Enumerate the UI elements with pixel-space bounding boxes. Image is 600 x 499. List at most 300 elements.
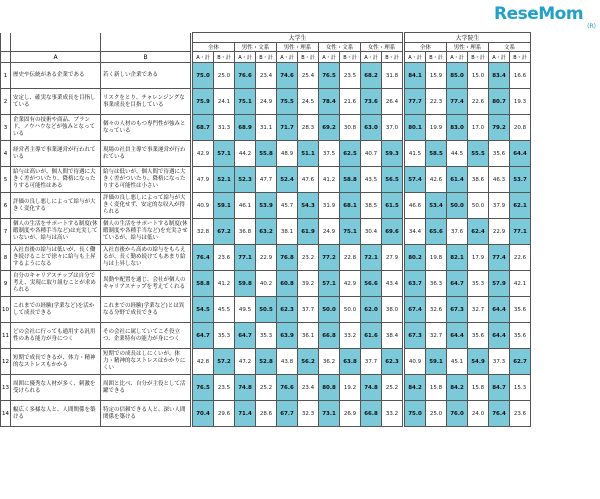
value-a: 63.7 bbox=[405, 271, 426, 297]
value-a: 77.7 bbox=[405, 89, 426, 115]
table-row bbox=[1, 141, 531, 167]
value-a: 42.8 bbox=[193, 349, 214, 375]
value-b: 52.1 bbox=[214, 167, 235, 193]
value-b: 57.1 bbox=[214, 141, 235, 167]
row-number: 6 bbox=[1, 193, 11, 219]
value-b: 67.2 bbox=[214, 219, 235, 245]
value-a: 40.9 bbox=[193, 193, 214, 219]
statement-a: 周囲に優秀な人材が多く、刺激を受けられる bbox=[11, 375, 101, 401]
value-a: 74.8 bbox=[235, 375, 256, 401]
value-a: 63.9 bbox=[277, 323, 298, 349]
table-row bbox=[1, 271, 531, 297]
value-b: 26.4 bbox=[382, 89, 403, 115]
row-number: 9 bbox=[1, 271, 11, 297]
a-total-label: A・計 bbox=[447, 52, 468, 63]
value-b: 31.3 bbox=[214, 115, 235, 141]
value-a: 61.4 bbox=[447, 167, 468, 193]
value-b: 38.4 bbox=[382, 323, 403, 349]
table-row bbox=[1, 323, 531, 349]
column-a-header: A bbox=[11, 52, 101, 63]
row-number: 11 bbox=[1, 323, 11, 349]
value-b: 55.5 bbox=[468, 141, 489, 167]
header-blank bbox=[101, 43, 191, 52]
value-a: 56.6 bbox=[361, 271, 382, 297]
header-blank bbox=[1, 33, 11, 43]
value-a: 70.4 bbox=[193, 401, 214, 427]
group-title-grad: 大学院生 bbox=[405, 33, 531, 43]
value-b: 23.5 bbox=[340, 63, 361, 89]
statement-a: 短期で成長できるが、体力・精神的なストレスもかかる bbox=[11, 349, 101, 375]
value-b: 39.2 bbox=[298, 271, 319, 297]
value-a: 66.8 bbox=[361, 401, 382, 427]
value-b: 43.4 bbox=[382, 271, 403, 297]
value-a: 43.5 bbox=[361, 167, 382, 193]
value-a: 84.2 bbox=[405, 375, 426, 401]
header-blank bbox=[1, 43, 11, 52]
value-b: 36.1 bbox=[298, 323, 319, 349]
value-b: 64.4 bbox=[510, 141, 531, 167]
value-b: 25.2 bbox=[256, 375, 277, 401]
value-b: 35.6 bbox=[510, 297, 531, 323]
value-b: 32.6 bbox=[426, 297, 447, 323]
value-a: 47.9 bbox=[193, 167, 214, 193]
value-b: 22.6 bbox=[468, 89, 489, 115]
value-a: 37.5 bbox=[319, 141, 340, 167]
value-b: 59.3 bbox=[382, 141, 403, 167]
statement-b: 給与は低いが、個人間で待遇に大きく差がついたり、降格になったりする可能性は小さい bbox=[101, 167, 191, 193]
value-b: 50.5 bbox=[256, 297, 277, 323]
statement-b: これまでの経験(学業など)とは異なる分野で成長できる bbox=[101, 297, 191, 323]
value-b: 33.2 bbox=[382, 401, 403, 427]
a-total-label: A・計 bbox=[193, 52, 214, 63]
value-a: 76.0 bbox=[447, 401, 468, 427]
table-row bbox=[1, 63, 531, 89]
value-a: 45.7 bbox=[277, 193, 298, 219]
value-b: 27.9 bbox=[382, 245, 403, 271]
statement-b: 異動や配置を通じ、会社が個人のキャリアステップを考えてくれる bbox=[101, 271, 191, 297]
value-b: 23.4 bbox=[298, 375, 319, 401]
value-a: 74.6 bbox=[277, 63, 298, 89]
value-b: 23.4 bbox=[256, 63, 277, 89]
a-total-label: A・計 bbox=[405, 52, 426, 63]
value-a: 73.6 bbox=[361, 89, 382, 115]
value-b: 32.3 bbox=[298, 401, 319, 427]
value-b: 77.1 bbox=[510, 219, 531, 245]
value-a: 76.5 bbox=[193, 375, 214, 401]
value-a: 37.9 bbox=[489, 193, 510, 219]
value-b: 23.2 bbox=[298, 245, 319, 271]
value-b: 61.9 bbox=[298, 219, 319, 245]
value-a: 77.2 bbox=[319, 245, 340, 271]
statement-b: 個々の人材のもつ専門性が強みとなっている bbox=[101, 115, 191, 141]
value-b: 42.6 bbox=[426, 167, 447, 193]
statement-b: 特定の信頼できる人と、深い人間関係を築ける bbox=[101, 401, 191, 427]
logo-text: ReseMom bbox=[494, 4, 584, 24]
table-row bbox=[1, 401, 531, 427]
a-total-label: A・計 bbox=[319, 52, 340, 63]
value-b: 15.3 bbox=[510, 375, 531, 401]
value-b: 17.9 bbox=[468, 245, 489, 271]
value-a: 67.3 bbox=[405, 323, 426, 349]
value-b: 17.0 bbox=[468, 115, 489, 141]
value-a: 64.4 bbox=[489, 323, 510, 349]
b-total-label: B・計 bbox=[298, 52, 319, 63]
value-b: 65.6 bbox=[426, 219, 447, 245]
value-a: 44.2 bbox=[235, 141, 256, 167]
row-number: 4 bbox=[1, 141, 11, 167]
statement-a: 安定し、確実な事業成長を目指している bbox=[11, 89, 101, 115]
value-a: 74.8 bbox=[361, 375, 382, 401]
value-b: 54.9 bbox=[468, 349, 489, 375]
value-a: 45.1 bbox=[447, 349, 468, 375]
header-blank bbox=[11, 43, 101, 52]
row-number: 10 bbox=[1, 297, 11, 323]
value-b: 23.5 bbox=[214, 375, 235, 401]
value-b: 62.1 bbox=[510, 193, 531, 219]
value-b: 36.3 bbox=[426, 271, 447, 297]
header-blank bbox=[11, 33, 101, 43]
row-number: 2 bbox=[1, 89, 11, 115]
value-b: 42.1 bbox=[510, 271, 531, 297]
row-number: 5 bbox=[1, 167, 11, 193]
value-a: 77.4 bbox=[447, 89, 468, 115]
survey-table bbox=[0, 32, 531, 427]
value-a: 78.4 bbox=[319, 89, 340, 115]
value-a: 60.8 bbox=[277, 271, 298, 297]
statement-b: 個人の生活をサポートする制度(休暇制度や各種手当など)を充実させているが、給与は低い bbox=[101, 219, 191, 245]
value-a: 50.0 bbox=[447, 193, 468, 219]
value-b: 15.9 bbox=[426, 63, 447, 89]
value-b: 75.1 bbox=[340, 219, 361, 245]
value-b: 68.1 bbox=[340, 193, 361, 219]
subgroup-label: 文系 bbox=[489, 43, 531, 52]
subgroup-label: 男性・理系 bbox=[277, 43, 319, 52]
table-row bbox=[1, 349, 531, 375]
value-a: 37.3 bbox=[489, 349, 510, 375]
value-b: 15.8 bbox=[426, 375, 447, 401]
row-number: 8 bbox=[1, 245, 11, 271]
value-a: 75.9 bbox=[193, 89, 214, 115]
value-b: 15.8 bbox=[468, 375, 489, 401]
value-b: 63.8 bbox=[340, 349, 361, 375]
value-a: 71.4 bbox=[235, 401, 256, 427]
value-b: 62.4 bbox=[468, 219, 489, 245]
value-a: 80.7 bbox=[489, 89, 510, 115]
b-total-label: B・計 bbox=[510, 52, 531, 63]
value-a: 48.9 bbox=[277, 141, 298, 167]
value-a: 38.1 bbox=[277, 219, 298, 245]
value-a: 84.1 bbox=[405, 63, 426, 89]
value-b: 25.2 bbox=[382, 375, 403, 401]
value-a: 68.7 bbox=[193, 115, 214, 141]
statement-a: 給与は高いが、個人間で待遇に大きく差がついたり、降格になったりする可能性はある bbox=[11, 167, 101, 193]
value-b: 35.6 bbox=[468, 323, 489, 349]
value-b: 69.6 bbox=[382, 219, 403, 245]
subgroup-label: 女性・文系 bbox=[319, 43, 361, 52]
a-total-label: A・計 bbox=[489, 52, 510, 63]
statement-b: 若く新しい企業である bbox=[101, 63, 191, 89]
value-b: 26.9 bbox=[340, 401, 361, 427]
b-total-label: B・計 bbox=[382, 52, 403, 63]
statement-b: 短期での成長はしにくいが、体力・精神的なストレスはかかりにくい bbox=[101, 349, 191, 375]
value-a: 57.4 bbox=[405, 167, 426, 193]
value-b: 41.2 bbox=[214, 271, 235, 297]
value-a: 30.4 bbox=[361, 219, 382, 245]
value-a: 84.7 bbox=[489, 375, 510, 401]
value-b: 47.7 bbox=[256, 167, 277, 193]
value-b: 53.9 bbox=[256, 193, 277, 219]
value-b: 55.8 bbox=[256, 141, 277, 167]
value-a: 49.5 bbox=[235, 297, 256, 323]
header-blank bbox=[101, 33, 191, 43]
value-b: 63.2 bbox=[256, 219, 277, 245]
value-b: 62.3 bbox=[382, 349, 403, 375]
value-b: 32.7 bbox=[468, 297, 489, 323]
value-b: 51.1 bbox=[298, 141, 319, 167]
value-a: 64.7 bbox=[447, 271, 468, 297]
row-number: 3 bbox=[1, 115, 11, 141]
value-b: 24.0 bbox=[468, 401, 489, 427]
value-b: 16.6 bbox=[510, 63, 531, 89]
value-a: 59.8 bbox=[235, 271, 256, 297]
value-a: 43.8 bbox=[277, 349, 298, 375]
value-b: 31.8 bbox=[382, 63, 403, 89]
value-b: 22.8 bbox=[340, 245, 361, 271]
value-a: 35.6 bbox=[489, 141, 510, 167]
value-a: 37.6 bbox=[447, 219, 468, 245]
value-a: 47.2 bbox=[235, 349, 256, 375]
value-b: 22.6 bbox=[510, 245, 531, 271]
value-b: 28.6 bbox=[256, 401, 277, 427]
value-b: 62.7 bbox=[510, 349, 531, 375]
table-row bbox=[1, 219, 531, 245]
value-a: 57.9 bbox=[489, 271, 510, 297]
statement-a: 個人の生活をサポートする制度(休暇制度や各種手当など)は充実していないが、給与は高い bbox=[11, 219, 101, 245]
value-b: 30.8 bbox=[340, 115, 361, 141]
value-b: 45.5 bbox=[214, 297, 235, 323]
value-b: 59.1 bbox=[426, 349, 447, 375]
value-a: 80.1 bbox=[405, 115, 426, 141]
value-a: 83.0 bbox=[447, 115, 468, 141]
table-row bbox=[1, 193, 531, 219]
value-b: 52.8 bbox=[256, 349, 277, 375]
value-b: 37.0 bbox=[382, 115, 403, 141]
value-b: 35.3 bbox=[214, 323, 235, 349]
value-a: 82.1 bbox=[447, 245, 468, 271]
value-b: 15.0 bbox=[468, 63, 489, 89]
value-a: 54.5 bbox=[193, 297, 214, 323]
row-number-header bbox=[1, 52, 11, 63]
value-b: 25.4 bbox=[298, 63, 319, 89]
value-a: 77.1 bbox=[235, 245, 256, 271]
value-b: 37.7 bbox=[298, 297, 319, 323]
value-b: 32.7 bbox=[426, 323, 447, 349]
subgroup-label: 全体 bbox=[193, 43, 235, 52]
value-a: 64.4 bbox=[489, 297, 510, 323]
value-a: 85.0 bbox=[447, 63, 468, 89]
value-a: 75.0 bbox=[405, 401, 426, 427]
value-b: 47.6 bbox=[298, 167, 319, 193]
statement-a: 評価の良し悪しによって給与が大きく変化する bbox=[11, 193, 101, 219]
statement-a: どの会社に行っても通用する汎用性のある能力が身につく bbox=[11, 323, 101, 349]
value-a: 62.3 bbox=[277, 297, 298, 323]
statement-b: その会社に属していてこそ役立つ、企業特有の能力が身につく bbox=[101, 323, 191, 349]
value-a: 79.2 bbox=[489, 115, 510, 141]
value-b: 56.2 bbox=[298, 349, 319, 375]
value-a: 67.3 bbox=[447, 297, 468, 323]
value-a: 75.0 bbox=[193, 63, 214, 89]
value-a: 68.2 bbox=[361, 63, 382, 89]
value-a: 76.4 bbox=[489, 401, 510, 427]
value-b: 54.3 bbox=[298, 193, 319, 219]
value-b: 58.5 bbox=[426, 141, 447, 167]
value-a: 61.6 bbox=[361, 323, 382, 349]
value-b: 59.1 bbox=[214, 193, 235, 219]
value-b: 42.9 bbox=[340, 271, 361, 297]
statement-b: 周囲と比べ、自分が主役として活躍できる bbox=[101, 375, 191, 401]
value-a: 57.1 bbox=[319, 271, 340, 297]
value-a: 68.9 bbox=[235, 115, 256, 141]
value-a: 76.8 bbox=[277, 245, 298, 271]
row-number: 14 bbox=[1, 401, 11, 427]
value-b: 62.5 bbox=[340, 141, 361, 167]
value-b: 25.0 bbox=[214, 63, 235, 89]
value-a: 76.4 bbox=[193, 245, 214, 271]
value-a: 75.5 bbox=[277, 89, 298, 115]
value-a: 69.2 bbox=[319, 115, 340, 141]
value-a: 41.5 bbox=[405, 141, 426, 167]
b-total-label: B・計 bbox=[256, 52, 277, 63]
value-b: 35.3 bbox=[468, 271, 489, 297]
b-total-label: B・計 bbox=[340, 52, 361, 63]
value-a: 72.1 bbox=[361, 245, 382, 271]
subgroup-label: 男性・理系 bbox=[447, 43, 489, 52]
value-a: 41.2 bbox=[319, 167, 340, 193]
value-b: 22.9 bbox=[256, 245, 277, 271]
column-b-header: B bbox=[101, 52, 191, 63]
value-b: 57.2 bbox=[214, 349, 235, 375]
value-a: 76.5 bbox=[319, 63, 340, 89]
value-a: 84.2 bbox=[447, 375, 468, 401]
value-a: 67.7 bbox=[277, 401, 298, 427]
value-a: 76.6 bbox=[277, 375, 298, 401]
statement-b: リスクをとり、チャレンジングな事業成長を目指している bbox=[101, 89, 191, 115]
statement-b: 現場の社員主導で事業運営が行われている bbox=[101, 141, 191, 167]
value-a: 66.8 bbox=[319, 323, 340, 349]
value-b: 50.0 bbox=[340, 297, 361, 323]
row-number: 13 bbox=[1, 375, 11, 401]
value-a: 34.4 bbox=[405, 219, 426, 245]
value-b: 24.1 bbox=[214, 89, 235, 115]
value-b: 53.4 bbox=[426, 193, 447, 219]
value-b: 22.3 bbox=[426, 89, 447, 115]
statement-b: 評価の良し悪しによって給与が大きく変化せず、安定的な収入が得られる bbox=[101, 193, 191, 219]
b-total-label: B・計 bbox=[468, 52, 489, 63]
value-b: 28.3 bbox=[298, 115, 319, 141]
value-a: 42.9 bbox=[193, 141, 214, 167]
value-b: 29.6 bbox=[214, 401, 235, 427]
a-total-label: A・計 bbox=[235, 52, 256, 63]
a-total-label: A・計 bbox=[361, 52, 382, 63]
value-a: 46.1 bbox=[235, 193, 256, 219]
table-row bbox=[1, 89, 531, 115]
value-a: 62.0 bbox=[361, 297, 382, 323]
statement-a: 入社直後の給与は低いが、長く働き続けることで徐々に給与も上昇するようになる bbox=[11, 245, 101, 271]
statement-a: 歴史や伝統がある企業である bbox=[11, 63, 101, 89]
group-title-undergrad: 大学生 bbox=[193, 33, 403, 43]
value-a: 64.4 bbox=[447, 323, 468, 349]
resemom-logo bbox=[494, 4, 598, 30]
value-a: 80.2 bbox=[405, 245, 426, 271]
value-a: 22.9 bbox=[489, 219, 510, 245]
value-a: 36.8 bbox=[235, 219, 256, 245]
value-a: 37.7 bbox=[361, 349, 382, 375]
value-a: 36.2 bbox=[319, 349, 340, 375]
statement-a: 経営者主導で事業運営が行われている bbox=[11, 141, 101, 167]
value-b: 24.9 bbox=[256, 89, 277, 115]
statement-a: 幅広く多様な人と、人間関係を築ける bbox=[11, 401, 101, 427]
value-a: 75.1 bbox=[235, 89, 256, 115]
value-a: 50.0 bbox=[319, 297, 340, 323]
subgroup-label: 全体 bbox=[405, 43, 447, 52]
row-number: 7 bbox=[1, 219, 11, 245]
subgroup-label: 男性・文系 bbox=[235, 43, 277, 52]
value-b: 35.6 bbox=[510, 323, 531, 349]
value-a: 44.5 bbox=[447, 141, 468, 167]
value-a: 63.0 bbox=[361, 115, 382, 141]
value-a: 76.6 bbox=[235, 63, 256, 89]
value-b: 19.2 bbox=[340, 375, 361, 401]
table-row bbox=[1, 245, 531, 271]
value-a: 31.9 bbox=[319, 193, 340, 219]
value-a: 52.3 bbox=[235, 167, 256, 193]
b-total-label: B・計 bbox=[214, 52, 235, 63]
value-b: 31.1 bbox=[256, 115, 277, 141]
value-a: 24.9 bbox=[319, 219, 340, 245]
logo-mark: (R) bbox=[587, 23, 596, 30]
value-b: 20.8 bbox=[510, 115, 531, 141]
value-a: 80.8 bbox=[319, 375, 340, 401]
value-b: 21.6 bbox=[340, 89, 361, 115]
value-b: 19.8 bbox=[426, 245, 447, 271]
subgroup-label: 女性・理系 bbox=[361, 43, 403, 52]
value-a: 64.7 bbox=[193, 323, 214, 349]
value-a: 83.4 bbox=[489, 63, 510, 89]
value-a: 32.8 bbox=[193, 219, 214, 245]
value-b: 23.6 bbox=[510, 401, 531, 427]
value-a: 46.6 bbox=[405, 193, 426, 219]
value-b: 38.0 bbox=[382, 297, 403, 323]
value-a: 38.5 bbox=[361, 193, 382, 219]
statement-a: 自分のキャリアステップは自分で考え、実現に取り組むことが求められる bbox=[11, 271, 101, 297]
value-a: 46.3 bbox=[489, 167, 510, 193]
value-b: 19.9 bbox=[426, 115, 447, 141]
value-b: 24.5 bbox=[298, 89, 319, 115]
value-b: 58.8 bbox=[340, 167, 361, 193]
table-row bbox=[1, 167, 531, 193]
value-b: 19.3 bbox=[510, 89, 531, 115]
table-row bbox=[1, 115, 531, 141]
table-row bbox=[1, 375, 531, 401]
value-a: 64.7 bbox=[235, 323, 256, 349]
value-b: 23.6 bbox=[214, 245, 235, 271]
value-b: 38.6 bbox=[468, 167, 489, 193]
value-b: 56.5 bbox=[382, 167, 403, 193]
value-a: 40.9 bbox=[405, 349, 426, 375]
value-a: 73.1 bbox=[319, 401, 340, 427]
b-total-label: B・計 bbox=[426, 52, 447, 63]
value-a: 67.4 bbox=[405, 297, 426, 323]
